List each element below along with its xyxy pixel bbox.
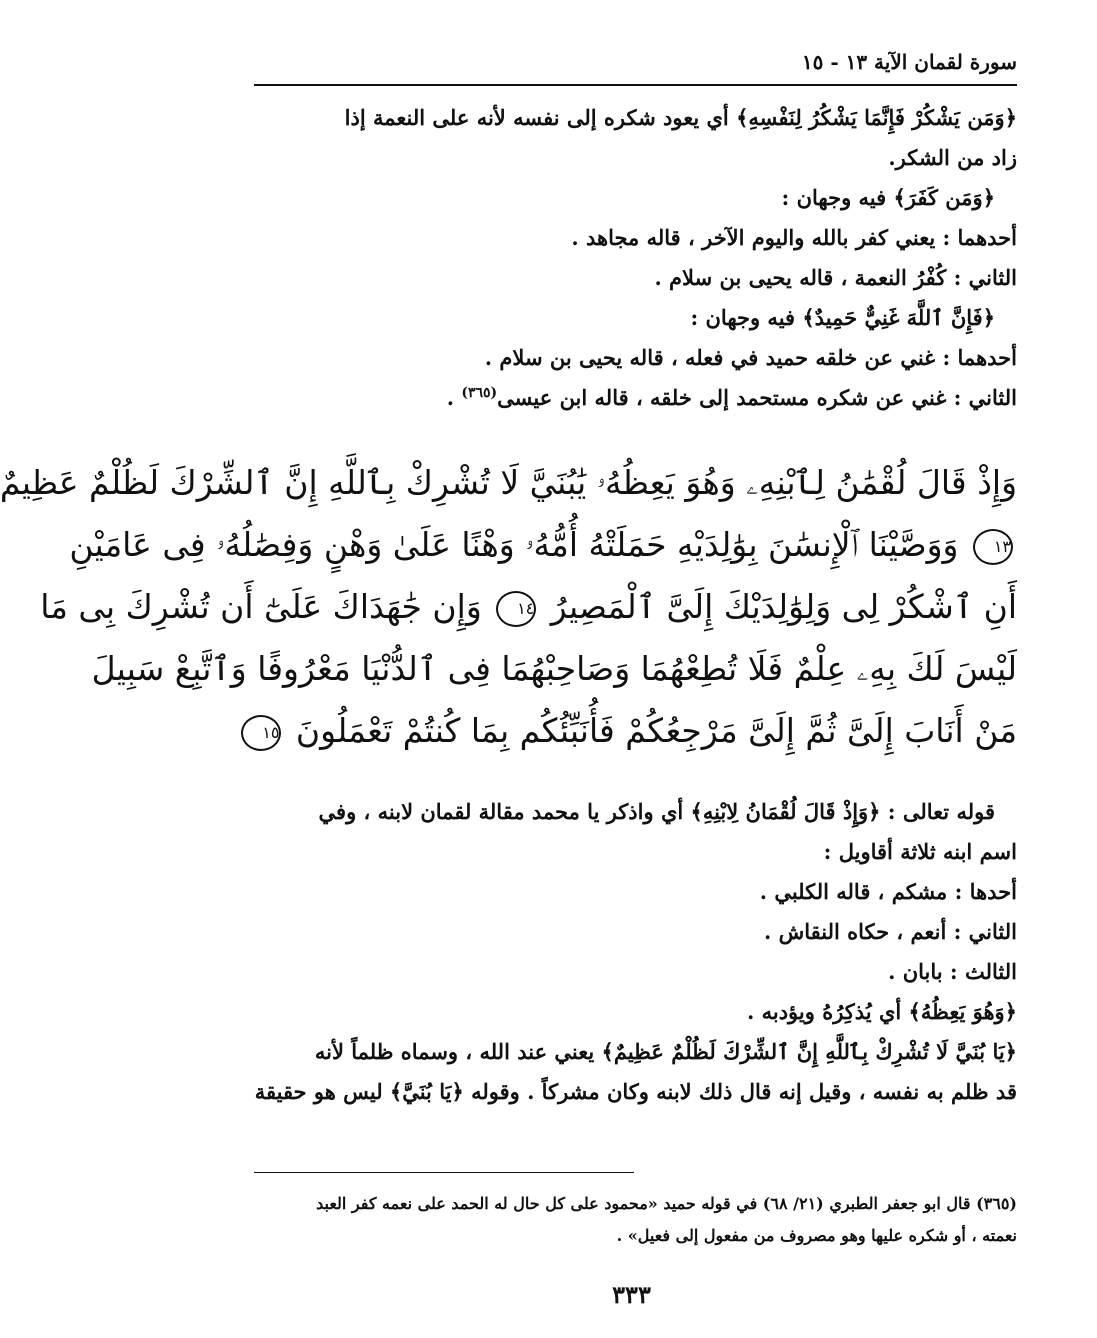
footnotes — [254, 1188, 1017, 1252]
commentary-line: الثاني : غني عن شكره مستحمد إلى خلقه ، قاله ابن عيسى$^{(٣٦٥)}$ . — [446, 385, 1017, 410]
quran-line — [0, 452, 1017, 514]
commentary-line: ﴿وَمَن يَشْكُرْ فَإِنَّمَا يَشْكُرُ لِنَفْسِهِ﴾ أي يعود شكره إلى نفسه لأنه على النعمة إذا — [344, 105, 1017, 130]
page-number: ٣٣٣ — [612, 1280, 651, 1309]
verse-text: وَوَصَّيْنَا ٱلْإِنسَٰنَ بِوَٰلِدَيْهِ حَمَلَتْهُ أُمُّهُۥ وَهْنًا عَلَىٰ وَهْنٍ وَفِصَٰلُهُۥ فِى عَامَيْنِ — [69, 525, 959, 564]
footnote-line: (٣٦٥) قال ابو جعفر الطبري (٢١/ ٦٨) في قوله حميد «محمود على كل حال له الحمد على نعمه كفر العبد — [316, 1194, 1017, 1213]
verse-text: وَإِن جَٰهَدَاكَ عَلَىٰٓ أَن تُشْرِكَ بِى مَا — [40, 587, 482, 626]
quran-verses — [0, 452, 1017, 762]
running-title: سورة لقمان الآية ١٣ - ١٥ — [801, 50, 1017, 74]
commentary-text: الثاني : غني عن شكره مستحمد إلى خلقه ، قاله ابن عيسى — [497, 385, 1017, 410]
commentary-line: ﴿وَهُوَ يَعِظُهُ﴾ أي يُذكِرُهُ ويؤدبه . — [746, 999, 1017, 1024]
quran-line — [91, 638, 1017, 700]
commentary-top — [254, 98, 1017, 418]
commentary-line: زاد من الشكر. — [888, 145, 1017, 170]
ayah-number-14: ١٤ — [496, 591, 536, 627]
quran-line — [69, 514, 1017, 576]
ayah-number-15: ١٥ — [241, 715, 281, 751]
commentary-line: قوله تعالى : ﴿وَإِذْ قَالَ لُقْمَانُ لِابْنِهِ﴾ أي واذكر يا محمد مقالة لقمان لابنه ، وفي — [318, 799, 995, 824]
quran-line — [40, 576, 1017, 638]
commentary-line: اسم ابنه ثلاثة أقاويل : — [823, 839, 1017, 864]
commentary-line: ﴿وَمَن كَفَرَ﴾ فيه وجهان : — [781, 185, 995, 210]
running-header — [254, 50, 1017, 80]
header-rule — [254, 84, 1017, 86]
commentary-line: أحدها : مشكم ، قاله الكلبي . — [759, 879, 1017, 904]
commentary-line: أحدهما : غني عن خلقه حميد في فعله ، قاله يحيى بن سلام . — [484, 345, 1017, 370]
commentary-line: أحدهما : يعني كفر بالله واليوم الآخر ، قاله مجاهد . — [571, 225, 1017, 250]
verse-text: مَنْ أَنَابَ إِلَىَّ ثُمَّ إِلَىَّ مَرْجِعُكُمْ فَأُنَبِّئُكُم بِمَا كُنتُمْ تَعْمَلُونَ — [295, 711, 1017, 750]
footnote-reference: (٣٦٥) — [461, 385, 498, 401]
footnote-divider — [254, 1172, 634, 1173]
commentary-line: قد ظلم به نفسه ، وقيل إنه قال ذلك لابنه وكان مشركاً . وقوله ﴿يَا بُنَيَّ﴾ ليس هو حقيقة — [254, 1079, 1017, 1104]
commentary-line: الثاني : أنعم ، حكاه النقاش . — [763, 919, 1017, 944]
commentary-line: الثاني : كُفْرُ النعمة ، قاله يحيى بن سلام . — [654, 265, 1017, 290]
verse-text: أَنِ ٱشْكُرْ لِى وَلِوَٰلِدَيْكَ إِلَىَّ ٱلْمَصِيرُ — [550, 587, 1017, 626]
commentary-line: ﴿يَا بُنَيَّ لَا تُشْرِكْ بِٱللَّهِ إِنَّ ٱلشِّرْكَ لَظُلْمٌ عَظِيمٌ﴾ يعني عند الله ، وسماه ظلماً لأنه — [314, 1039, 1017, 1064]
commentary-bottom — [254, 792, 1017, 1112]
ayah-number-13: ١٣ — [973, 529, 1013, 565]
commentary-line: ﴿فَإِنَّ ٱللَّهَ غَنِيٌّ حَمِيدٌ﴾ فيه وجهان : — [690, 305, 995, 330]
quran-line — [254, 700, 1017, 762]
verse-text: وَإِذْ قَالَ لُقْمَٰنُ لِٱبْنِهِۦ وَهُوَ يَعِظُهُۥ يَٰبُنَيَّ لَا تُشْرِكْ بِٱللَّهِ إِنَّ ٱلشِّرْكَ لَظُلْمٌ عَظِيمٌ — [0, 463, 1017, 502]
footnote-line: نعمته ، أو شكره عليها وهو مصروف من مفعول إلى فعيل» . — [616, 1226, 1017, 1245]
commentary-line: الثالث : بابان . — [888, 959, 1017, 984]
verse-text: لَيْسَ لَكَ بِهِۦ عِلْمٌ فَلَا تُطِعْهُمَا وَصَاحِبْهُمَا فِى ٱلدُّنْيَا مَعْرُوفًا وَٱتَّبِعْ سَبِيلَ — [91, 649, 1017, 688]
